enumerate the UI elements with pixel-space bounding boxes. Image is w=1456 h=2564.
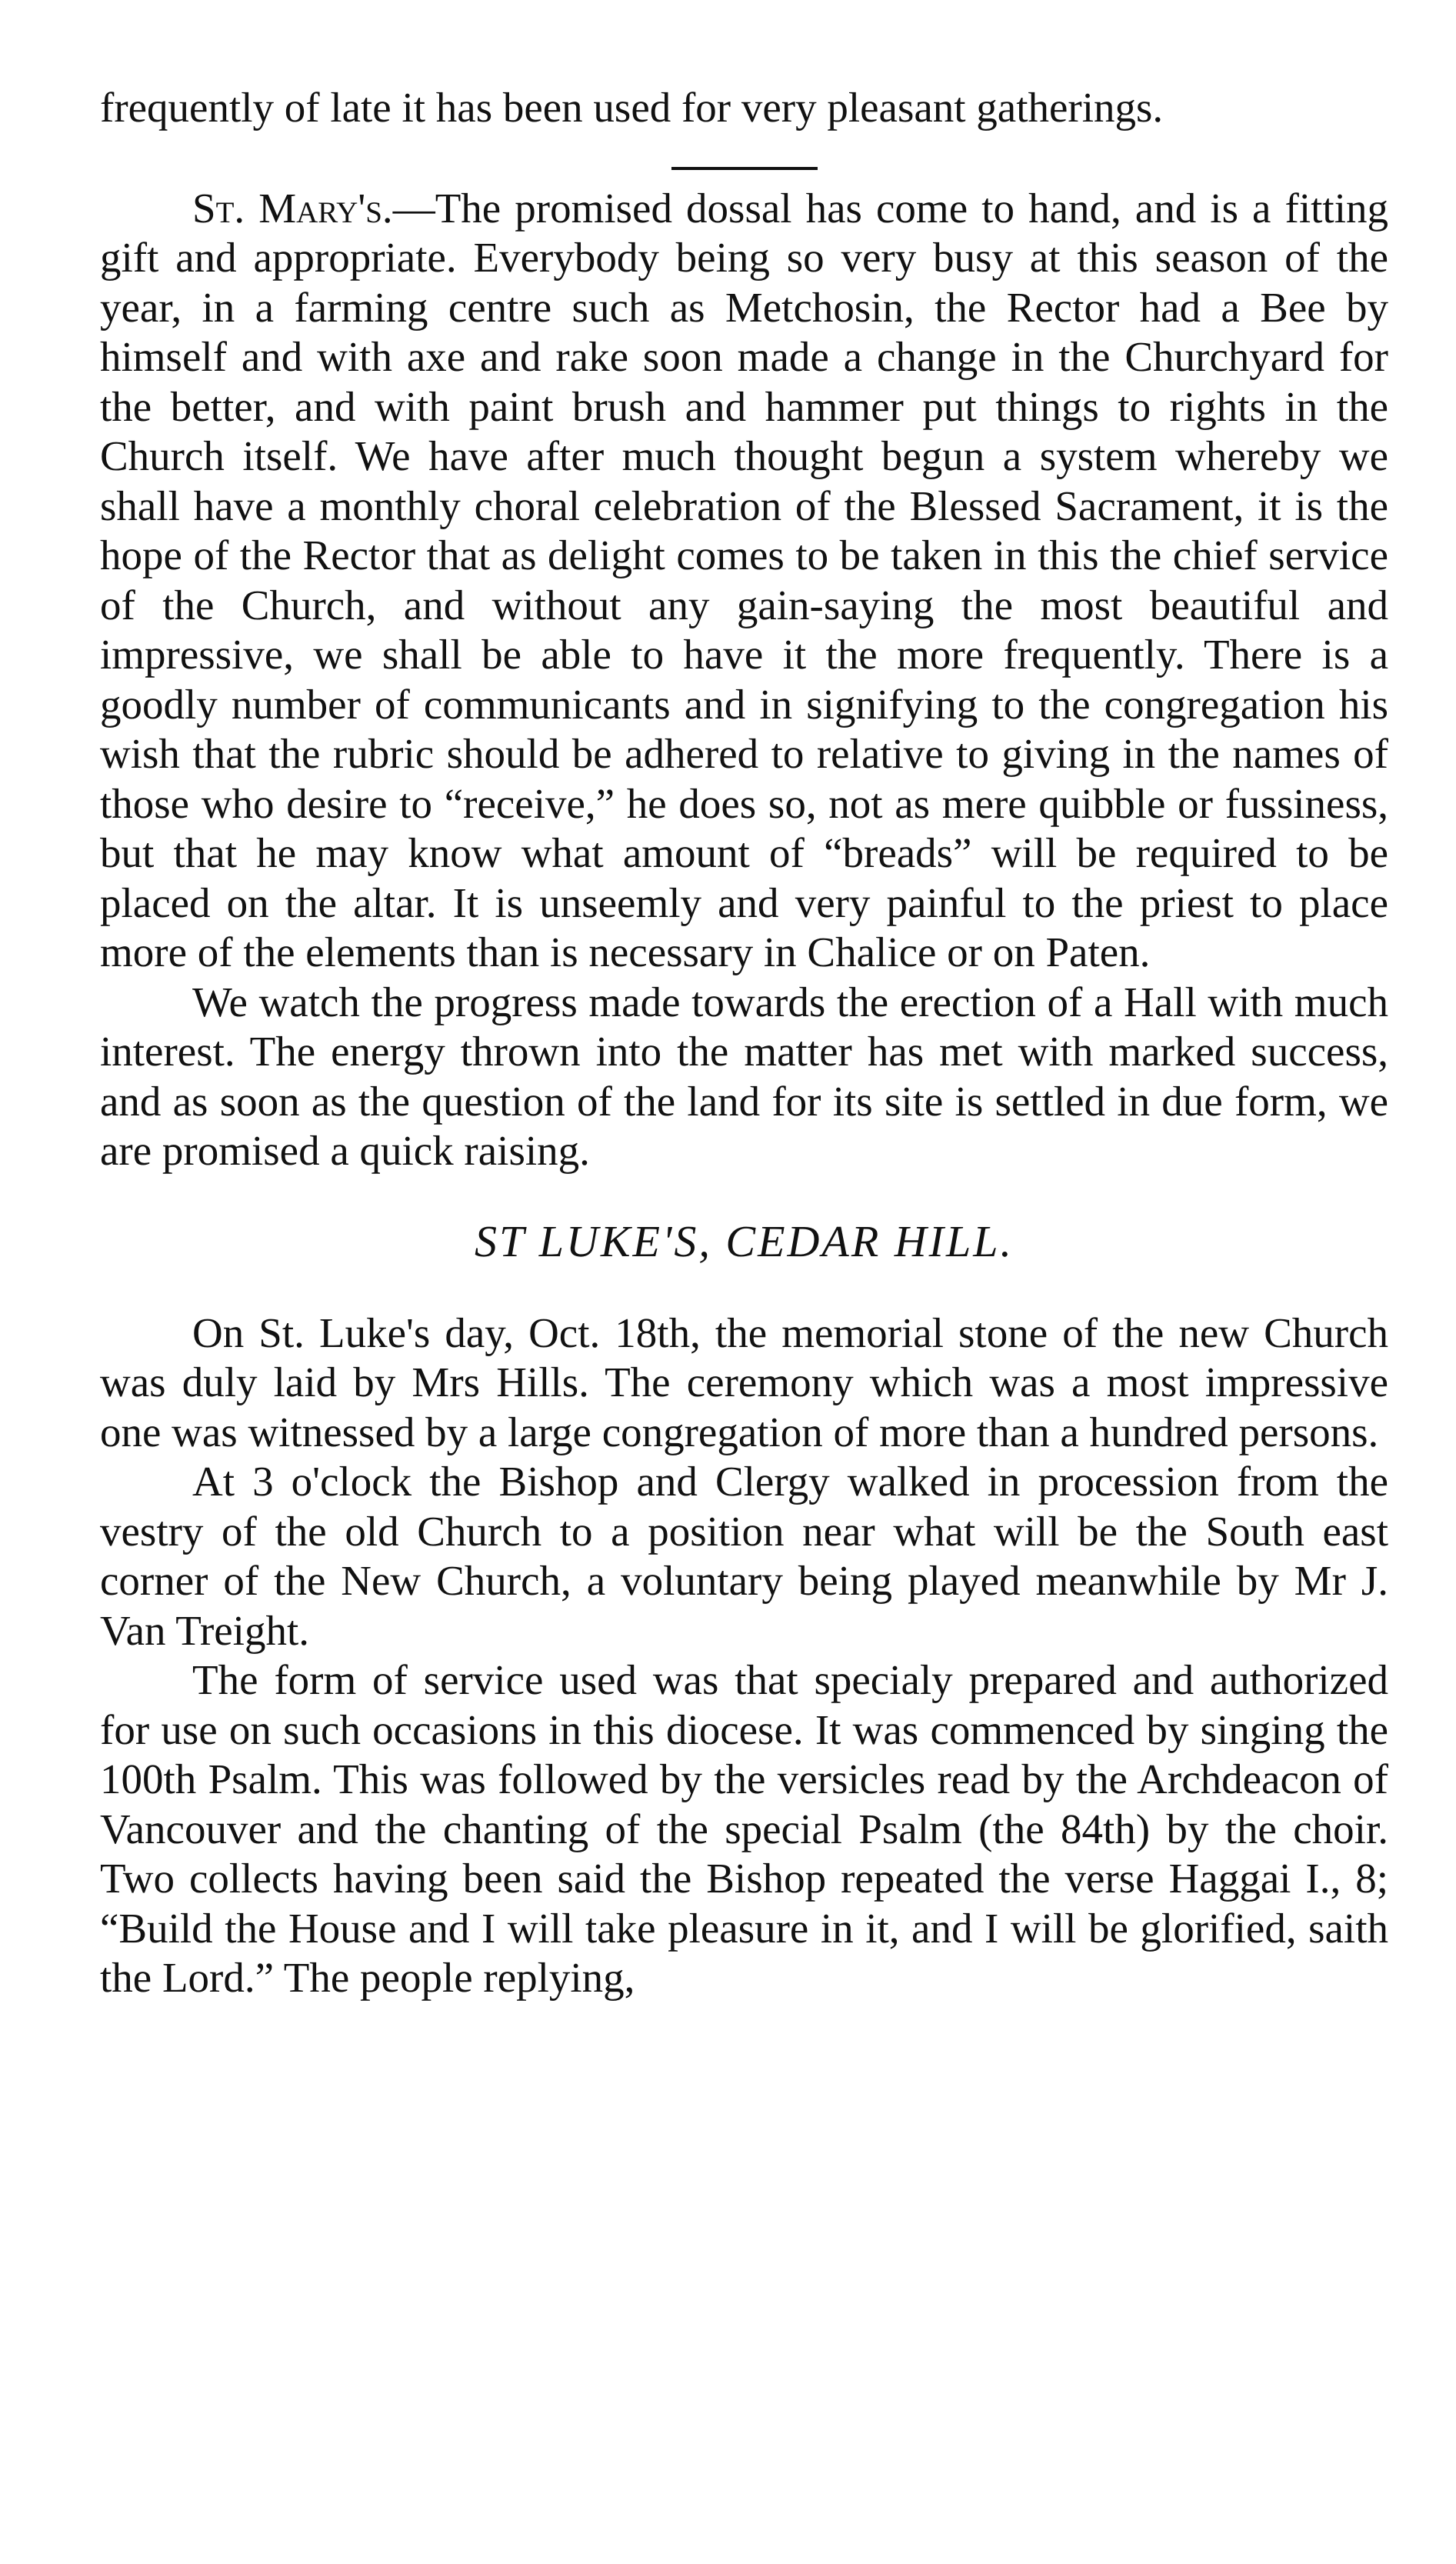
st-lukes-heading: ST LUKE'S, CEDAR HILL.: [475, 1215, 1014, 1266]
st-lukes-paragraph-2: At 3 o'clock the Bishop and Clergy walked in procession from the vestry of the old Church to a position near what will be the South east corner of the New Church, a voluntary being played meanwhile by Mr J. Van Treight.: [100, 1458, 1388, 1654]
st-marys-paragraph-2: We watch the progress made towards the erection of a Hall with much interest. The energy thrown into the matter has met with marked success, and as soon as the question of the land for its site is settled in due form, we are promised a quick raising.: [100, 978, 1388, 1174]
st-lukes-paragraph-3: The form of service used was that specialy prepared and authorized for use on such occasions in this diocese. It was commenced by singing the 100th Psalm. This was followed by the versicles read by the Archdeacon of Vancouver and the chanting of the special Psalm (the 84th) by the choir. Two collects having been said the Bishop repeated the verse Haggai I., 8; “Build the House and I will take pleasure in it, and I will be glorified, saith the Lord.” The people replying,: [100, 1656, 1388, 2001]
st-marys-paragraph-1-text: —The promised dossal has come to hand, and is a fitting gift and appropriate. Everybody being so very busy at this season of the year, in a farming centre such as Metchosin, the Rector had a Bee by himself and with axe and rake soon made a change in the Churchyard for the better, and with paint brush and hammer put things to rights in the Church itself. We have after much thought begun a system whereby we shall have a monthly choral celebration of the Blessed Sacrament, it is the hope of the Rector that as delight comes to be taken in this the chief service of the Church, and without any gain-saying the most beautiful and impressive, we shall be able to have it the more frequently. There is a goodly number of communicants and in signifying to the congregation his wish that the rubric should be adhered to relative to giving in the names of those who desire to “receive,” he does so, not as mere quibble or fussiness, but that he may know what amount of “breads” will be required to be placed on the altar. It is unseemly and very painful to the priest to place more of the elements than is necessary in Chalice or on Paten.: [100, 184, 1388, 975]
document-page: [100, 83, 1388, 2003]
section-divider: [671, 167, 818, 170]
st-marys-paragraph-1: [100, 184, 1388, 978]
st-lukes-paragraph-1: On St. Luke's day, Oct. 18th, the memorial stone of the new Church was duly laid by Mrs Hills. The ceremony which was a most impressive one was witnessed by a large congregation of more than a hundred persons.: [100, 1309, 1388, 1455]
intro-continuation-paragraph: frequently of late it has been used for very pleasant gatherings.: [100, 84, 1164, 131]
st-marys-lead: St. Mary's.: [192, 184, 393, 232]
